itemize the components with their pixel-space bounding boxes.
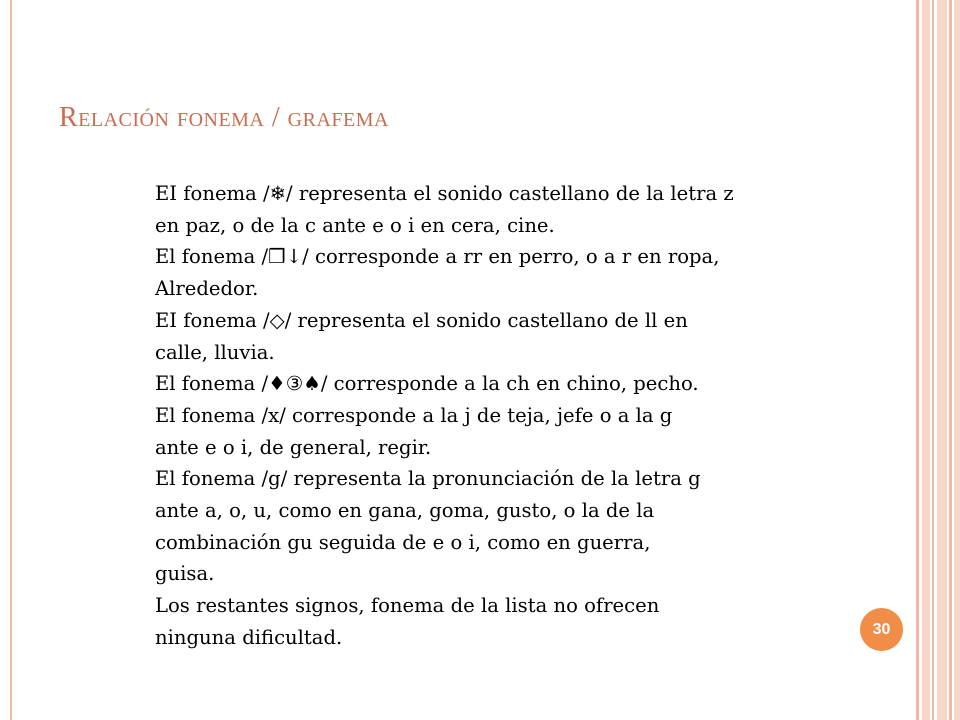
left-border-decoration [0,0,12,720]
body-line: ante a, o, u, como en gana, goma, gusto, o la de la [155,499,655,523]
body-line: El fonema /x/ corresponde a la j de teja, jefe o a la g [155,403,673,427]
body-line: Los restantes signos, fonema de la lista no ofrecen [155,594,660,618]
body-line: El fonema /♦③♠/ corresponde a la ch en chino, pecho. [155,372,699,396]
slide-body [155,178,875,654]
body-line: ante e o i, de general, regir. [155,435,432,459]
body-line: Alrededor. [155,277,259,301]
page-number-badge: 30 [860,608,903,651]
slide-title: Relación fonema / grafema [59,102,389,133]
body-line: ninguna dificultad. [155,625,343,649]
body-line: El fonema /❒↓/ corresponde a rr en perro, o a r en ropa, [155,245,720,269]
body-line: guisa. [155,562,215,586]
body-line: EI fonema /◇/ representa el sonido castellano de ll en [155,308,688,332]
body-line: El fonema /g/ representa la pronunciación de la letra g [155,467,701,491]
body-line: en paz, o de la c ante e o i en cera, cine. [155,213,555,237]
body-line: calle, lluvia. [155,340,275,364]
body-line: EI fonema /❄/ representa el sonido castellano de la letra z [155,182,734,205]
body-line: combinación gu seguida de e o i, como en guerra, [155,530,651,554]
right-border-decoration [916,0,960,720]
